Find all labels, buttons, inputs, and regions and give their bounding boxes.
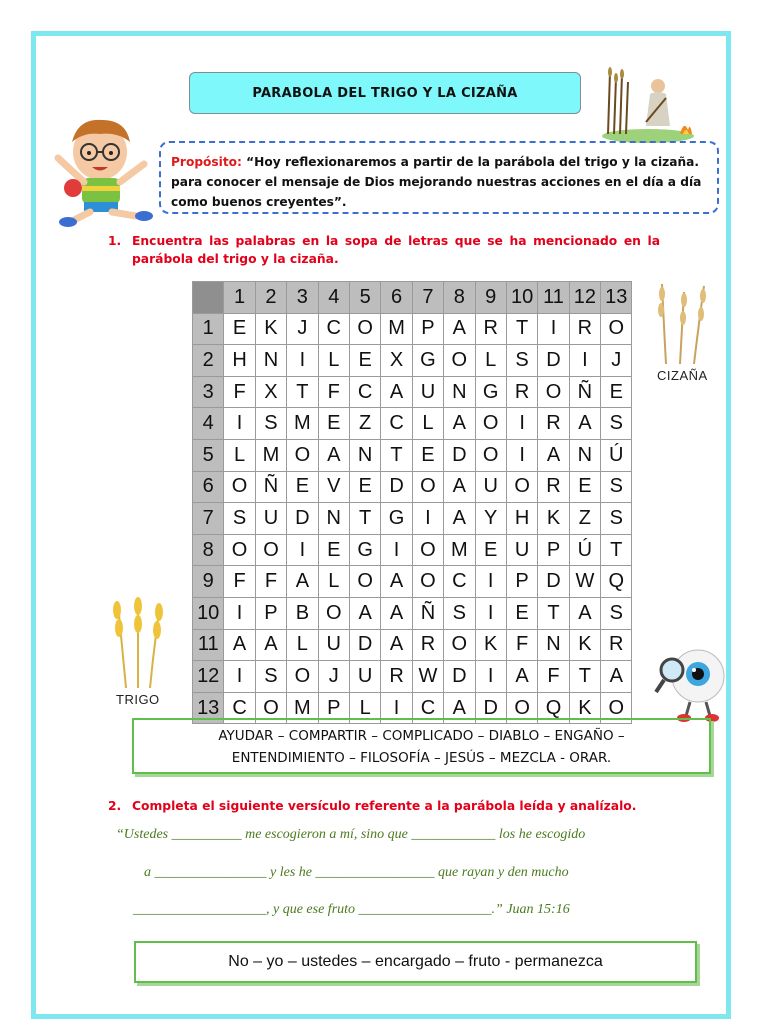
grid-letter-cell: U: [318, 629, 349, 661]
grid-letter-cell: I: [569, 345, 600, 377]
grid-letter-cell: I: [412, 503, 443, 535]
grid-letter-cell: O: [412, 471, 443, 503]
grid-letter-cell: M: [381, 313, 412, 345]
instruction-2-number: 2.: [108, 799, 122, 813]
grid-letter-cell: E: [601, 376, 632, 408]
grid-letter-cell: A: [255, 629, 286, 661]
grid-letter-cell: E: [506, 597, 537, 629]
grid-letter-cell: X: [255, 376, 286, 408]
instruction-2: [108, 797, 668, 815]
grid-letter-cell: G: [475, 376, 506, 408]
cizana-label: CIZAÑA: [657, 368, 708, 383]
grid-letter-cell: Q: [538, 692, 569, 724]
grid-letter-cell: O: [601, 692, 632, 724]
grid-letter-cell: Ú: [601, 439, 632, 471]
grid-letter-cell: A: [444, 503, 475, 535]
grid-letter-cell: E: [412, 439, 443, 471]
grid-letter-cell: I: [381, 692, 412, 724]
parable-scene-illustration: [600, 64, 696, 144]
grid-letter-cell: M: [287, 692, 318, 724]
grid-letter-cell: L: [475, 345, 506, 377]
grid-letter-cell: I: [224, 597, 255, 629]
grid-letter-cell: Y: [475, 503, 506, 535]
grid-letter-cell: T: [349, 503, 380, 535]
grid-column-header: 12: [569, 282, 600, 314]
word-bank: [132, 718, 711, 774]
grid-column-header: 9: [475, 282, 506, 314]
grid-letter-cell: O: [538, 376, 569, 408]
grid-letter-cell: F: [224, 566, 255, 598]
grid-letter-cell: Ñ: [255, 471, 286, 503]
grid-letter-cell: K: [475, 629, 506, 661]
grid-row: [193, 439, 632, 471]
grid-letter-cell: C: [318, 313, 349, 345]
grid-row-header: 3: [193, 376, 224, 408]
grid-letter-cell: W: [569, 566, 600, 598]
grid-letter-cell: T: [538, 597, 569, 629]
grid-letter-cell: O: [349, 566, 380, 598]
grid-letter-cell: M: [444, 534, 475, 566]
grid-letter-cell: A: [569, 408, 600, 440]
grid-letter-cell: S: [601, 471, 632, 503]
grid-letter-cell: U: [255, 503, 286, 535]
grid-row: [193, 661, 632, 693]
instruction-1-line1: Encuentra las palabras en la sopa de letras que se ha mencionado en la: [132, 234, 660, 248]
grid-letter-cell: M: [287, 408, 318, 440]
grid-letter-cell: O: [601, 313, 632, 345]
grid-row-header: 10: [193, 597, 224, 629]
grid-row-header: 8: [193, 534, 224, 566]
grid-letter-cell: P: [538, 534, 569, 566]
instruction-1: [108, 232, 660, 268]
grid-letter-cell: S: [224, 503, 255, 535]
grid-corner-cell: [193, 282, 224, 314]
grid-letter-cell: I: [224, 408, 255, 440]
verse-line-1: “Ustedes __________ me escogieron a mí, sino que ____________ los he escogido: [116, 827, 586, 842]
grid-letter-cell: A: [381, 597, 412, 629]
grid-column-header: 8: [444, 282, 475, 314]
boy-illustration: [40, 112, 162, 228]
grid-letter-cell: A: [444, 471, 475, 503]
grid-row: [193, 597, 632, 629]
verse-line-2: a ________________ y les he _________________ que rayan y den mucho: [144, 865, 569, 880]
grid-letter-cell: K: [569, 629, 600, 661]
grid-letter-cell: A: [444, 692, 475, 724]
grid-column-header: 6: [381, 282, 412, 314]
grid-letter-cell: D: [287, 503, 318, 535]
worksheet-title: PARABOLA DEL TRIGO Y LA CIZAÑA: [189, 72, 581, 114]
grid-letter-cell: J: [318, 661, 349, 693]
grid-letter-cell: A: [318, 439, 349, 471]
grid-letter-cell: A: [601, 661, 632, 693]
grid-letter-cell: O: [287, 661, 318, 693]
grid-letter-cell: A: [381, 629, 412, 661]
grid-column-header: 13: [601, 282, 632, 314]
grid-letter-cell: Ú: [569, 534, 600, 566]
grid-letter-cell: R: [506, 376, 537, 408]
grid-letter-cell: J: [287, 313, 318, 345]
grid-letter-cell: Z: [569, 503, 600, 535]
instruction-2-text: Completa el siguiente versículo referente a la parábola leída y analízalo.: [132, 799, 637, 813]
grid-letter-cell: O: [224, 534, 255, 566]
grid-letter-cell: O: [255, 692, 286, 724]
grid-letter-cell: O: [444, 629, 475, 661]
grid-letter-cell: I: [475, 566, 506, 598]
cizana-plant-illustration: [654, 278, 716, 364]
eyeball-magnifier-illustration: [650, 640, 732, 724]
grid-letter-cell: R: [601, 629, 632, 661]
instruction-1-number: 1.: [108, 234, 122, 248]
grid-letter-cell: A: [444, 408, 475, 440]
grid-letter-cell: O: [412, 566, 443, 598]
grid-letter-cell: R: [538, 471, 569, 503]
grid-row: [193, 408, 632, 440]
grid-letter-cell: X: [381, 345, 412, 377]
grid-letter-cell: H: [506, 503, 537, 535]
grid-letter-cell: E: [318, 408, 349, 440]
word-bank-line2: ENTENDIMIENTO – FILOSOFÍA – JESÚS – MEZCLA - ORAR.: [231, 750, 612, 766]
grid-letter-cell: O: [506, 692, 537, 724]
grid-letter-cell: A: [444, 313, 475, 345]
grid-letter-cell: N: [255, 345, 286, 377]
grid-letter-cell: Ñ: [412, 597, 443, 629]
purpose-text: “Hoy reflexionaremos a partir de la parábola del trigo y la cizaña. para conocer el mensaje de Dios mejorando nuestras acciones en el día a día como buenos creyentes”.: [171, 155, 702, 209]
grid-letter-cell: S: [255, 661, 286, 693]
grid-letter-cell: G: [349, 534, 380, 566]
grid-letter-cell: C: [412, 692, 443, 724]
grid-letter-cell: A: [381, 376, 412, 408]
grid-row: [193, 345, 632, 377]
grid-column-header: 11: [538, 282, 569, 314]
grid-letter-cell: I: [475, 597, 506, 629]
grid-letter-cell: K: [569, 692, 600, 724]
grid-letter-cell: Z: [349, 408, 380, 440]
grid-letter-cell: N: [318, 503, 349, 535]
grid-letter-cell: O: [287, 439, 318, 471]
grid-letter-cell: K: [538, 503, 569, 535]
grid-row: [193, 313, 632, 345]
grid-letter-cell: L: [318, 566, 349, 598]
grid-letter-cell: D: [475, 692, 506, 724]
grid-letter-cell: O: [255, 534, 286, 566]
grid-row: [193, 471, 632, 503]
grid-letter-cell: S: [601, 597, 632, 629]
word-bank-line1: AYUDAR – COMPARTIR – COMPLICADO – DIABLO – ENGAÑO –: [218, 728, 625, 744]
grid-letter-cell: G: [412, 345, 443, 377]
grid-header-row: [193, 282, 632, 314]
grid-letter-cell: T: [287, 376, 318, 408]
grid-row-header: 9: [193, 566, 224, 598]
grid-letter-cell: I: [287, 345, 318, 377]
grid-letter-cell: P: [412, 313, 443, 345]
grid-letter-cell: O: [475, 408, 506, 440]
grid-row-header: 12: [193, 661, 224, 693]
grid-letter-cell: P: [318, 692, 349, 724]
grid-letter-cell: A: [538, 439, 569, 471]
grid-letter-cell: R: [412, 629, 443, 661]
grid-letter-cell: S: [506, 345, 537, 377]
grid-letter-cell: I: [506, 408, 537, 440]
grid-letter-cell: W: [412, 661, 443, 693]
grid-letter-cell: F: [506, 629, 537, 661]
grid-letter-cell: E: [318, 534, 349, 566]
grid-letter-cell: S: [601, 503, 632, 535]
grid-column-header: 5: [349, 282, 380, 314]
grid-column-header: 1: [224, 282, 255, 314]
grid-row-header: 11: [193, 629, 224, 661]
grid-letter-cell: N: [569, 439, 600, 471]
grid-letter-cell: C: [381, 408, 412, 440]
grid-letter-cell: D: [349, 629, 380, 661]
grid-letter-cell: O: [506, 471, 537, 503]
grid-letter-cell: N: [349, 439, 380, 471]
grid-row: [193, 376, 632, 408]
grid-letter-cell: R: [475, 313, 506, 345]
grid-letter-cell: O: [475, 439, 506, 471]
grid-row-header: 6: [193, 471, 224, 503]
grid-letter-cell: I: [475, 661, 506, 693]
grid-letter-cell: C: [444, 566, 475, 598]
grid-row-header: 4: [193, 408, 224, 440]
grid-letter-cell: I: [224, 661, 255, 693]
grid-letter-cell: L: [349, 692, 380, 724]
grid-letter-cell: L: [224, 439, 255, 471]
answer-bank: No – yo – ustedes – encargado – fruto - permanezca: [134, 941, 697, 983]
grid-letter-cell: B: [287, 597, 318, 629]
grid-letter-cell: O: [318, 597, 349, 629]
grid-letter-cell: U: [349, 661, 380, 693]
grid-letter-cell: R: [381, 661, 412, 693]
grid-letter-cell: D: [538, 345, 569, 377]
grid-letter-cell: Ñ: [569, 376, 600, 408]
grid-letter-cell: T: [506, 313, 537, 345]
grid-row-header: 7: [193, 503, 224, 535]
grid-row-header: 1: [193, 313, 224, 345]
grid-letter-cell: F: [224, 376, 255, 408]
trigo-plant-illustration: [110, 596, 168, 688]
grid-letter-cell: P: [506, 566, 537, 598]
grid-letter-cell: E: [349, 345, 380, 377]
grid-letter-cell: E: [569, 471, 600, 503]
grid-letter-cell: N: [444, 376, 475, 408]
grid-letter-cell: D: [538, 566, 569, 598]
grid-letter-cell: A: [506, 661, 537, 693]
grid-letter-cell: F: [255, 566, 286, 598]
grid-letter-cell: S: [255, 408, 286, 440]
grid-row: [193, 566, 632, 598]
grid-letter-cell: H: [224, 345, 255, 377]
grid-letter-cell: A: [287, 566, 318, 598]
grid-row: [193, 534, 632, 566]
grid-column-header: 10: [506, 282, 537, 314]
purpose-label: Propósito:: [171, 155, 242, 169]
grid-letter-cell: P: [255, 597, 286, 629]
grid-letter-cell: I: [506, 439, 537, 471]
grid-letter-cell: U: [506, 534, 537, 566]
grid-column-header: 3: [287, 282, 318, 314]
grid-letter-cell: O: [349, 313, 380, 345]
grid-row: [193, 503, 632, 535]
verse-line-3: ___________________, y que ese fruto ___________________.” Juan 15:16: [133, 902, 570, 917]
purpose-box: [159, 141, 719, 214]
grid-letter-cell: L: [318, 345, 349, 377]
grid-letter-cell: C: [349, 376, 380, 408]
grid-letter-cell: D: [444, 661, 475, 693]
grid-letter-cell: C: [224, 692, 255, 724]
grid-letter-cell: F: [538, 661, 569, 693]
grid-letter-cell: R: [569, 313, 600, 345]
grid-letter-cell: S: [601, 408, 632, 440]
grid-letter-cell: K: [255, 313, 286, 345]
grid-letter-cell: E: [287, 471, 318, 503]
grid-letter-cell: O: [224, 471, 255, 503]
grid-column-header: 7: [412, 282, 443, 314]
grid-letter-cell: Q: [601, 566, 632, 598]
grid-letter-cell: T: [601, 534, 632, 566]
grid-letter-cell: J: [601, 345, 632, 377]
grid-letter-cell: I: [538, 313, 569, 345]
grid-letter-cell: A: [224, 629, 255, 661]
grid-letter-cell: U: [475, 471, 506, 503]
grid-letter-cell: O: [444, 345, 475, 377]
grid-row-header: 5: [193, 439, 224, 471]
grid-letter-cell: T: [569, 661, 600, 693]
grid-letter-cell: N: [538, 629, 569, 661]
grid-row-header: 2: [193, 345, 224, 377]
grid-letter-cell: I: [287, 534, 318, 566]
grid-letter-cell: O: [412, 534, 443, 566]
grid-letter-cell: E: [349, 471, 380, 503]
instruction-1-line2: parábola del trigo y la cizaña.: [132, 252, 339, 266]
grid-letter-cell: L: [287, 629, 318, 661]
grid-letter-cell: F: [318, 376, 349, 408]
trigo-label: TRIGO: [116, 692, 160, 707]
grid-letter-cell: D: [444, 439, 475, 471]
grid-letter-cell: A: [349, 597, 380, 629]
grid-letter-cell: V: [318, 471, 349, 503]
grid-letter-cell: E: [475, 534, 506, 566]
grid-letter-cell: L: [412, 408, 443, 440]
grid-column-header: 2: [255, 282, 286, 314]
grid-row-header: 13: [193, 692, 224, 724]
grid-letter-cell: T: [381, 439, 412, 471]
grid-letter-cell: A: [381, 566, 412, 598]
grid-letter-cell: E: [224, 313, 255, 345]
word-search-grid: [192, 281, 632, 724]
grid-letter-cell: G: [381, 503, 412, 535]
grid-letter-cell: D: [381, 471, 412, 503]
grid-letter-cell: I: [381, 534, 412, 566]
grid-letter-cell: R: [538, 408, 569, 440]
grid-letter-cell: M: [255, 439, 286, 471]
grid-letter-cell: U: [412, 376, 443, 408]
grid-letter-cell: A: [569, 597, 600, 629]
grid-letter-cell: S: [444, 597, 475, 629]
grid-column-header: 4: [318, 282, 349, 314]
grid-row: [193, 629, 632, 661]
